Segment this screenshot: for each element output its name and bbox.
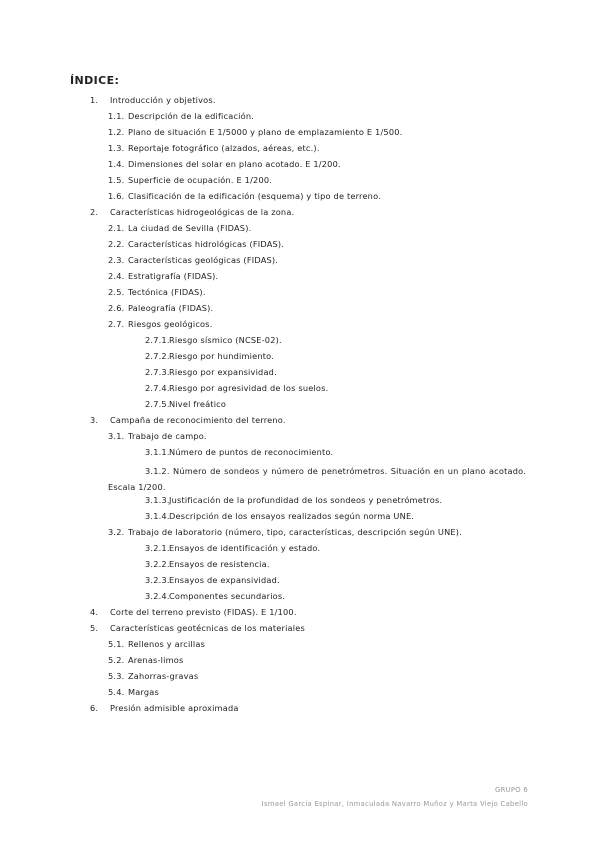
toc-text: Trabajo de laboratorio (número, tipo, características, descripción según UNE). (128, 527, 462, 537)
toc-entry (145, 511, 414, 521)
toc-text: Número de sondeos y número de penetrómetros. Situación en un plano acotado. Escala 1/200. (108, 466, 526, 492)
toc-entry (145, 575, 280, 585)
toc-number: 1.6. (108, 191, 125, 201)
toc-text: Riesgos geológicos. (128, 319, 213, 329)
toc-text: Campaña de reconocimiento del terreno. (110, 415, 286, 425)
toc-entry (108, 127, 402, 137)
toc-number: 5.4. (108, 687, 125, 697)
toc-number: 2.6. (108, 303, 125, 313)
toc-text: Ensayos de identificación y estado. (169, 543, 321, 553)
toc-entry (108, 143, 320, 153)
toc-number: 2.7.5. (145, 399, 170, 409)
toc-text: Características geotécnicas de los materiales (110, 623, 305, 633)
toc-text: Trabajo de campo. (128, 431, 207, 441)
toc-number: 1. (90, 95, 99, 105)
toc-entry (145, 399, 226, 409)
toc-entry (108, 271, 218, 281)
index-title: ÍNDICE: (70, 74, 120, 87)
toc-entry (108, 639, 205, 649)
footer-authors: Ismael García Espinar, Inmaculada Navarro Muñoz y Marta Viejo Cabello (261, 800, 528, 808)
toc-number: 3.2.3. (145, 575, 170, 585)
toc-entry (108, 687, 159, 697)
toc-entry (90, 95, 216, 105)
toc-entry (108, 671, 198, 681)
toc-text: Características geológicas (FIDAS). (128, 255, 279, 265)
toc-number: 2.4. (108, 271, 125, 281)
toc-text: Riesgo por agresividad de los suelos. (169, 383, 329, 393)
toc-text: Estratigrafía (FIDAS). (128, 271, 219, 281)
toc-entry (145, 383, 328, 393)
footer-group: GRUPO 6 (495, 786, 528, 794)
toc-entry (108, 655, 183, 665)
toc-number: 3.1.2. (145, 466, 170, 476)
toc-number: 1.4. (108, 159, 125, 169)
toc-number: 2.1. (108, 223, 125, 233)
toc-text: Riesgo sísmico (NCSE-02). (169, 335, 282, 345)
toc-number: 2.5. (108, 287, 125, 297)
toc-entry (145, 351, 274, 361)
toc-number: 1.5. (108, 175, 125, 185)
toc-entry (108, 159, 341, 169)
toc-text: Plano de situación E 1/5000 y plano de emplazamiento E 1/500. (128, 127, 403, 137)
toc-text: Dimensiones del solar en plano acotado. E 1/200. (128, 159, 341, 169)
toc-number: 3.2.2. (145, 559, 170, 569)
toc-number: 3.2. (108, 527, 125, 537)
toc-entry (90, 207, 294, 217)
toc-entry (108, 319, 213, 329)
toc-entry (145, 367, 277, 377)
toc-text: Ensayos de resistencia. (169, 559, 270, 569)
toc-number: 2.7.1. (145, 335, 170, 345)
toc-number: 2.7. (108, 319, 125, 329)
toc-text: Presión admisible aproximada (110, 703, 239, 713)
toc-entry (108, 303, 213, 313)
toc-entry (145, 543, 320, 553)
toc-entry (108, 527, 462, 537)
toc-number: 5. (90, 623, 99, 633)
toc-text: Riesgo por hundimiento. (169, 351, 275, 361)
toc-text: Arenas-limos (128, 655, 184, 665)
toc-text: Características hidrológicas (FIDAS). (128, 239, 285, 249)
toc-entry (108, 111, 254, 121)
toc-entry (108, 239, 284, 249)
toc-entry (90, 415, 286, 425)
toc-entry (108, 223, 251, 233)
toc-number: 2.2. (108, 239, 125, 249)
toc-number: 2.7.2. (145, 351, 170, 361)
toc-entry (145, 591, 285, 601)
toc-entry (108, 175, 272, 185)
toc-entry (90, 623, 305, 633)
toc-number: 1.1. (108, 111, 125, 121)
toc-entry (90, 703, 239, 713)
toc-number: 5.2. (108, 655, 125, 665)
toc-entry (108, 287, 206, 297)
toc-entry (145, 447, 333, 457)
toc-entry (108, 431, 207, 441)
toc-number: 2.7.3. (145, 367, 170, 377)
toc-number: 5.1. (108, 639, 125, 649)
toc-text: Corte del terreno previsto (FIDAS). E 1/100. (110, 607, 297, 617)
toc-entry (108, 255, 278, 265)
toc-number: 2. (90, 207, 99, 217)
toc-text: Número de puntos de reconocimiento. (169, 447, 334, 457)
toc-text: Rellenos y arcillas (128, 639, 206, 649)
toc-text: Componentes secundarios. (169, 591, 286, 601)
toc-number: 3.2.4. (145, 591, 170, 601)
toc-text: Superficie de ocupación. E 1/200. (128, 175, 273, 185)
toc-entry (145, 495, 442, 505)
toc-text: Introducción y objetivos. (110, 95, 216, 105)
toc-text: La ciudad de Sevilla (FIDAS). (128, 223, 252, 233)
toc-number: 4. (90, 607, 99, 617)
toc-text: Características hidrogeológicas de la zona. (110, 207, 295, 217)
toc-entry (145, 335, 282, 345)
toc-number: 3.1. (108, 431, 125, 441)
toc-text: Ensayos de expansividad. (169, 575, 280, 585)
toc-text: Descripción de la edificación. (128, 111, 255, 121)
toc-text: Paleografía (FIDAS). (128, 303, 214, 313)
toc-number: 1.3. (108, 143, 125, 153)
toc-number: 3. (90, 415, 99, 425)
toc-text: Clasificación de la edificación (esquema) y tipo de terreno. (128, 191, 381, 201)
toc-text: Nivel freático (169, 399, 227, 409)
toc-number: 6. (90, 703, 99, 713)
toc-number: 1.2. (108, 127, 125, 137)
toc-number: 2.3. (108, 255, 125, 265)
toc-text: Justificación de la profundidad de los sondeos y penetrómetros. (169, 495, 443, 505)
toc-number: 3.1.1. (145, 447, 170, 457)
toc-number: 5.3. (108, 671, 125, 681)
toc-number: 3.2.1. (145, 543, 170, 553)
toc-text: Reportaje fotográfico (alzados, aéreas, etc.). (128, 143, 320, 153)
toc-number: 3.1.4. (145, 511, 170, 521)
toc-text: Tectónica (FIDAS). (128, 287, 206, 297)
toc-number: 3.1.3. (145, 495, 170, 505)
toc-text: Descripción de los ensayos realizados según norma UNE. (169, 511, 415, 521)
toc-entry (108, 191, 381, 201)
toc-entry (90, 607, 297, 617)
toc-entry (145, 559, 270, 569)
toc-text: Zahorras-gravas (128, 671, 199, 681)
toc-number: 2.7.4. (145, 383, 170, 393)
toc-text: Margas (128, 687, 159, 697)
toc-entry-wrapped (108, 463, 526, 495)
toc-text: Riesgo por expansividad. (169, 367, 277, 377)
